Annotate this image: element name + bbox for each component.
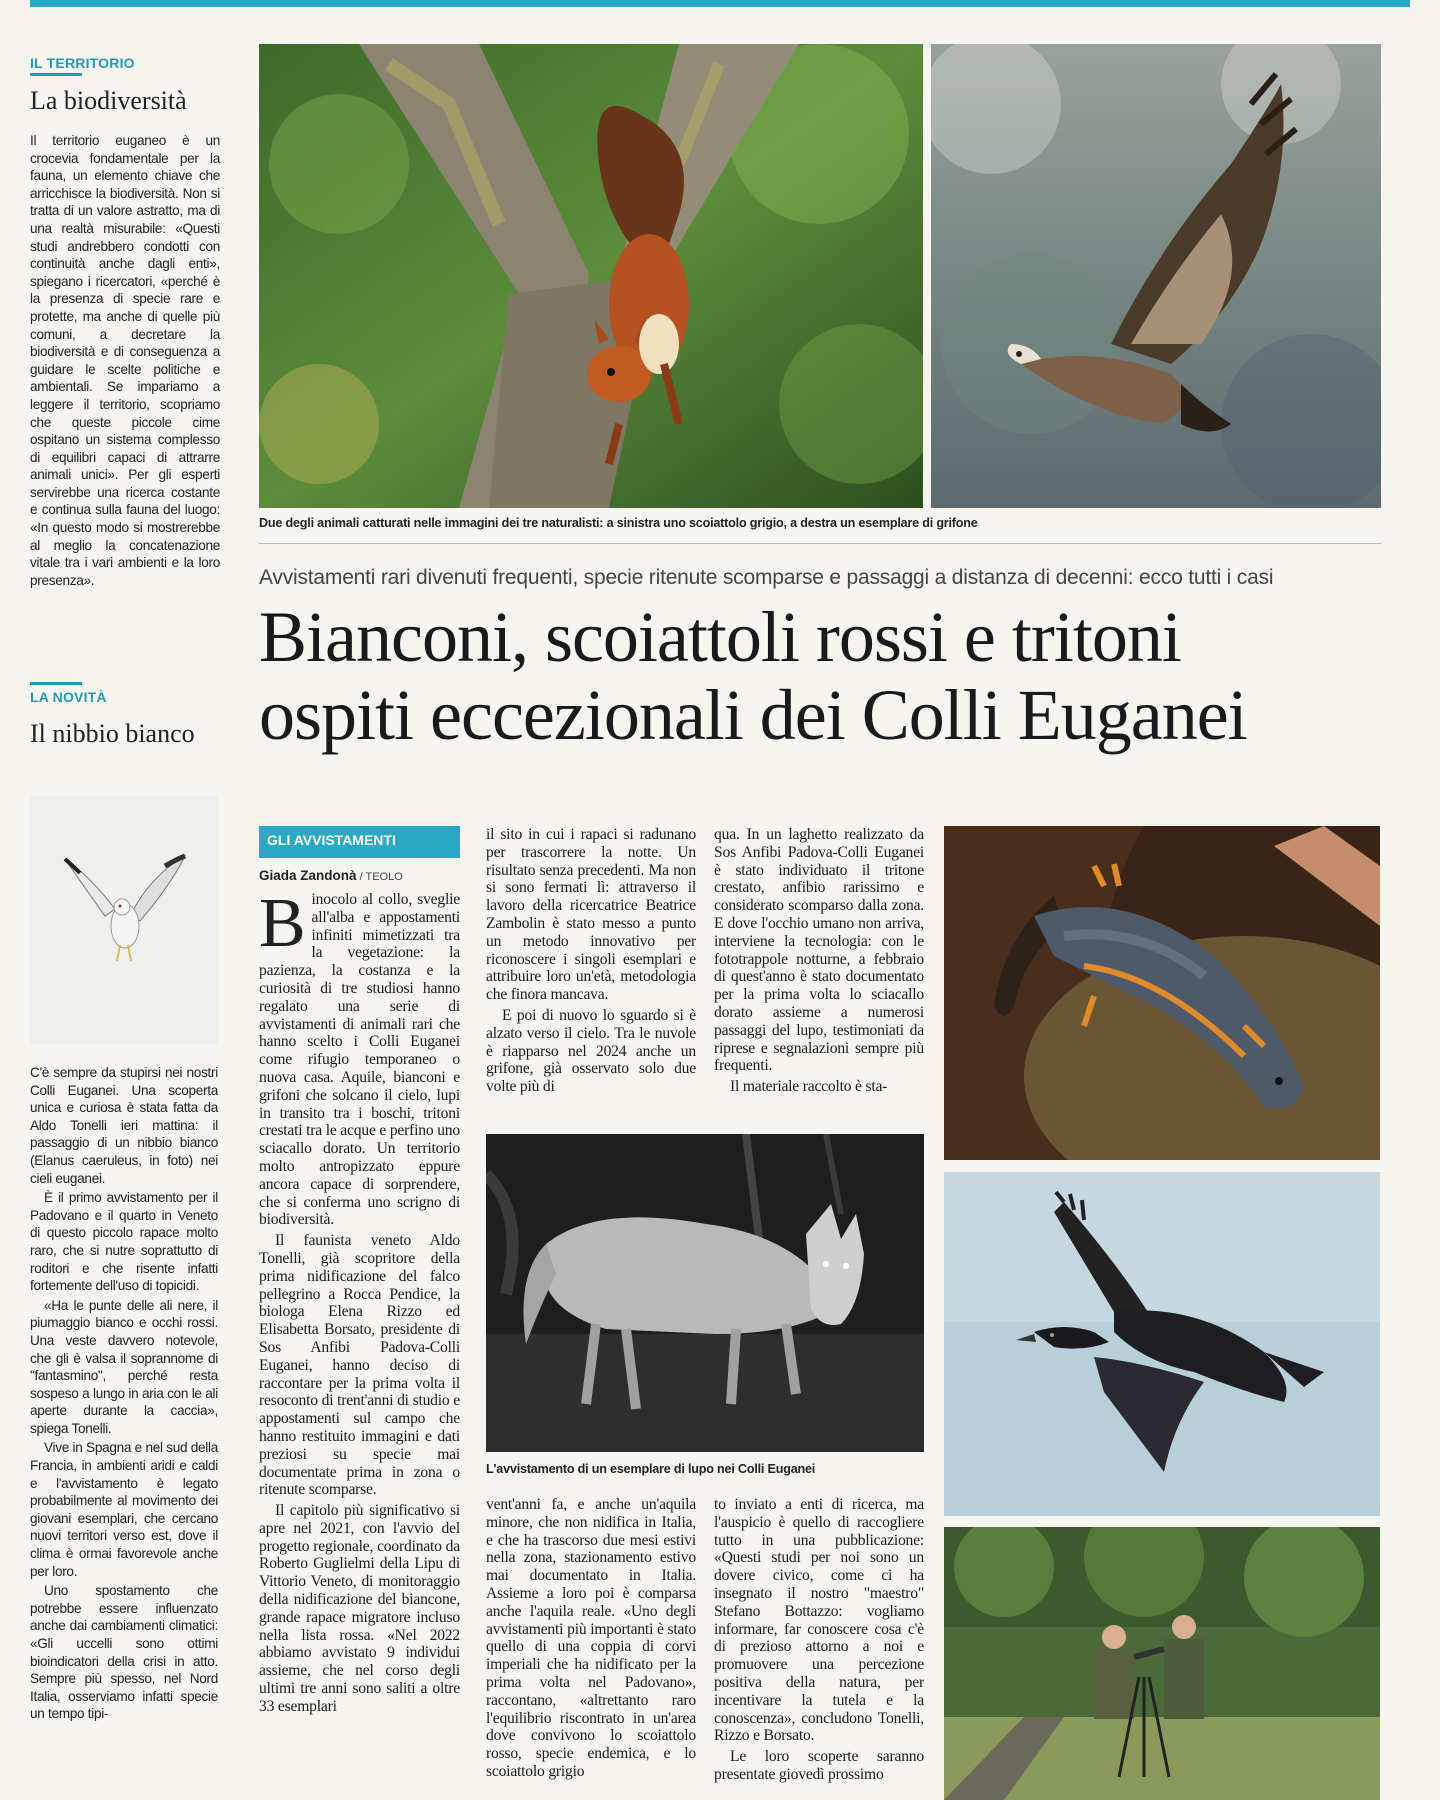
sidebar-novita-header <box>30 682 220 749</box>
crested-newt-photo <box>944 826 1380 1160</box>
article-column-3-top <box>714 826 924 1099</box>
section-label-territorio: IL TERRITORIO <box>30 55 135 71</box>
vulture-photo <box>931 44 1381 508</box>
article-paragraph: inocolo al collo, sveglie all'alba e appostamenti infiniti mimetizzati tra la vegetazione: la pazienza, la costanza e la curiosità di tre studiosi hanno regalato una serie di avvistamenti di animali rari che hanno scelto i Colli Euganei come rifugio temporaneo o nuova casa. Aquile, bianconi e grifoni che solcano il cielo, lupi in transito tra i boschi, tritoni crestati tra le acque e perfino uno sciacallo dorato. Un territorio molto antropizzato eppure ancora capace di sorprendere, che si conferma uno scrigno di biodiversità. <box>259 891 460 1229</box>
article-paragraph: Le loro scoperte saranno presentate giovedì prossimo <box>714 1748 924 1783</box>
byline <box>259 868 460 883</box>
nibbio-paragraph: Uno spostamento che potrebbe essere influenzato anche dai cambiamenti climatici: «Gli uccelli sono ottimi bioindicatori della crisi in atto. Sempre più spesso, nel Nord Italia, osserviamo infatti specie un tempo tipi- <box>30 1583 218 1722</box>
sidebar-text-biodiversita: Il territorio euganeo è un crocevia fondamentale per la fauna, un elemento chiave che arricchisce la biodiversità. Non si tratta di un valore astratto, ma di una realtà misurabile: «Questi studi andrebbero condotti con continuità anche dagli enti», spiegano i ricercatori, «perché è la presenza di specie rare e protette, ma anche di quelle più comuni, a decretare la biodiversità e di conseguenza a guidare le scelte politiche e ambientali. Se impariamo a leggere il territorio, scopriamo che queste piccole cime ospitano un sistema complesso di equilibri capaci di attrarre animali unici». Per gli esperti servirebbe una ricerca costante e continua sulla fauna del luogo: «In questo modo si mostrerebbe al meglio la concatenazione vitale tra i vari ambienti e la loro presenza». <box>30 133 220 588</box>
naturalists-photo <box>944 1527 1380 1800</box>
sidebar-text-nibbio <box>30 1064 218 1725</box>
headline-kicker: Avvistamenti rari divenuti frequenti, specie ritenute scomparse e passaggi a distanza di decenni: ecco tutti i casi <box>259 566 1274 589</box>
article-paragraph: qua. In un laghetto realizzato da Sos Anfibi Padova-Colli Euganei è stato individuato il tritone crestato, anfibio rarissimo e considerato scomparso dalla zona. E dove l'occhio umano non arriva, interviene la tecnologia: con le fototrappole notturne, a febbraio di quest'anno è stato documentato per la prima volta lo sciacallo dorato assieme a numerosi passaggi del lupo, testimoniati da riprese e segnalazioni sempre più frequenti. <box>714 826 924 1075</box>
section-title-biodiversita: La biodiversità <box>30 86 187 115</box>
nibbio-paragraph: C'è sempre da stupirsi nei nostri Colli Euganei. Una scoperta unica e curiosa è stata fatta da Aldo Tonelli ieri mattina: il passaggio di un nibbio bianco (Elanus caeruleus, in foto) nei cieli euganei. <box>30 1065 218 1186</box>
article-paragraph: to inviato a enti di ricerca, ma l'auspicio è quello di raccogliere tutto in una pubblicazione: «Questi studi per noi sono un dovere civico, come ci ha insegnato il nostro "maestro" Stefano Bottazzo: vogliamo informare, far conoscere cosa c'è di prezioso attorno a noi e promuovere una percezione positiva della natura, per incentivare la tutela e la conoscenza», concludono Tonelli, Rizzo e Borsato. <box>714 1496 924 1745</box>
headline-line-1: Bianconi, scoiattoli rossi e tritoni <box>259 597 1181 677</box>
squirrel-photo <box>259 44 923 508</box>
nibbio-paragraph: Vive in Spagna e nel sud della Francia, in ambienti aridi e caldi e l'avvistamento è legato probabilmente al movimento dei giovani esemplari, che cercano nuovi territori verso est, dove il clima è ormai favorevole anche per loro. <box>30 1440 218 1579</box>
sidebar-territorio <box>30 55 220 589</box>
white-kite-photo <box>30 796 218 1044</box>
nibbio-paragraph: È il primo avvistamento per il Padovano e il quarto in Veneto di questo piccolo rapace molto raro, che si nutre soprattutto di roditori e che risente infatti fortemente dell'uso di topicidi. <box>30 1190 218 1294</box>
section-rule <box>30 73 82 76</box>
section-label-novita: LA NOVITÀ <box>30 689 107 705</box>
article-column-2-bottom <box>486 1496 696 1796</box>
headline-line-2: ospiti eccezionali dei Colli Euganei <box>259 675 1247 755</box>
article-paragraph: il sito in cui i rapaci si radunano per trascorrere la notte. Un risultato senza precedenti. Ma non si sono fermati lì: attraverso il lavoro della ricercatrice Beatrice Zambolin è stato messo a punto un metodo innovativo per riconoscere i singoli esemplari e attribuire loro un'età, metodologia che finora mancava. <box>486 826 696 1004</box>
wolf-trailcam-photo <box>486 1134 924 1452</box>
article-column-2-top <box>486 826 696 1099</box>
headline <box>259 598 1381 754</box>
wolf-caption: L'avvistamento di un esemplare di lupo nei Colli Euganei <box>486 1462 816 1476</box>
drop-cap: B <box>259 885 306 962</box>
article-paragraph: E poi di nuovo lo sguardo si è alzato verso il cielo. Tra le nuvole è riapparso nel 2024 anche un grifone, già osservato solo due volte più di <box>486 1006 696 1096</box>
dateline: / TEOLO <box>356 871 403 883</box>
section-rule <box>30 682 82 685</box>
author: Giada Zandonà <box>259 868 357 883</box>
raven-photo <box>944 1172 1380 1516</box>
divider <box>259 543 1381 544</box>
article-paragraph: Il materiale raccolto è sta- <box>730 1078 888 1096</box>
article-body-col1 <box>259 885 460 1716</box>
nibbio-paragraph: «Ha le punte delle ali nere, il piumaggio bianco e occhi rossi. Una veste davvero notevole, che gli è valsa il soprannome di "fantasmino", perché resta sospeso a lungo in aria con le ali aperte durante la caccia», spiega Tonelli. <box>30 1297 218 1436</box>
section-title-nibbio: Il nibbio bianco <box>30 719 195 748</box>
top-accent-bar <box>30 0 1410 7</box>
section-badge: GLI AVVISTAMENTI <box>259 826 460 858</box>
article-paragraph: Il capitolo più significativo si apre nel 2021, con l'avvio del progetto regionale, coordinato da Roberto Guglielmi della Lipu di Vittorio Veneto, di monitoraggio della nidificazione del biancone, grande rapace migratore incluso nella lista rossa. «Nel 2022 abbiamo avvistato 9 individui assieme, che nel corso degli ultimi tre anni sono saliti a oltre 33 esemplari <box>259 1502 460 1715</box>
article-column-1 <box>259 826 460 1719</box>
article-paragraph: Il faunista veneto Aldo Tonelli, già scopritore della prima nidificazione del falco pellegrino a Rocca Pendice, la biologa Elena Rizzo ed Elisabetta Borsato, presidente di Sos Anfibi Padova-Colli Euganei, hanno deciso di raccontare per la prima volta il resoconto di trent'anni di studio e appostamenti sul campo che hanno restituito immagini e dati preziosi su specie mai documentate prima in zona o ritenute scomparse. <box>259 1232 460 1499</box>
article-column-3-bottom <box>714 1496 924 1796</box>
article-paragraph: vent'anni fa, e anche un'aquila minore, che non nidifica in Italia, e che ha trascorso due mesi estivi nella zona, stazionamento estivo mai documentato in Italia. Assieme a loro poi è comparsa anche l'aquila reale. «Uno degli avvistamenti più importanti è stato quello di una coppia di corvi imperiali che ha nidificato per la prima volta nel Padovano», raccontano, «altrettanto raro l'equilibrio riscontrato in un'area dove convivono lo scoiattolo rosso, specie endemica, e lo scoiattolo grigio <box>486 1496 696 1780</box>
top-photos-caption: Due degli animali catturati nelle immagini dei tre naturalisti: a sinistra uno scoiattolo grigio, a destra un esemplare di grifone <box>259 516 978 530</box>
